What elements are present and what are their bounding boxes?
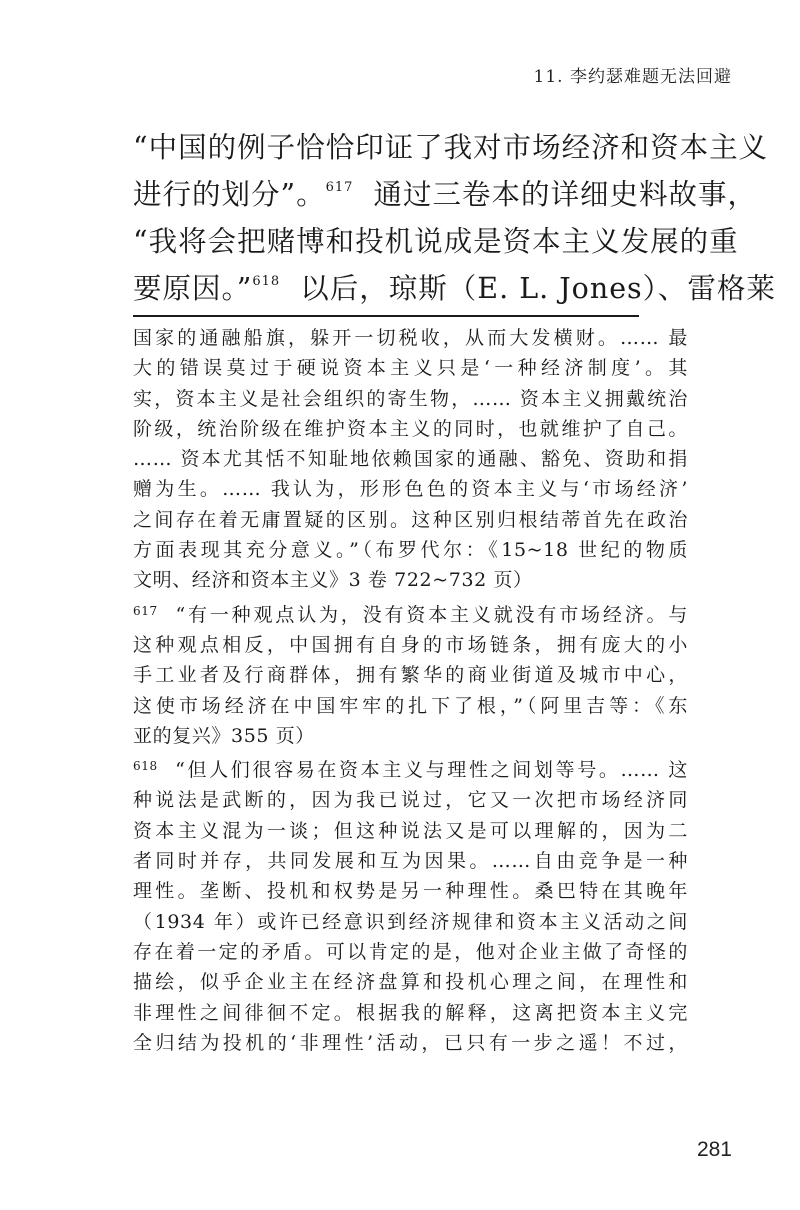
footnote-line: 大的错误莫过于硬说资本主义只是‘一种经济制度’。其 — [133, 357, 688, 380]
main-line: “我将会把赌博和投机说成是资本主义发展的重 — [133, 225, 739, 258]
footnote-mark: 617 — [133, 603, 158, 618]
footnote-ref-618[interactable]: 618 — [252, 274, 281, 289]
footnote-line: 非理性之间徘徊不定。根据我的解释，这离把资本主义完 — [133, 1001, 688, 1024]
page-number: 281 — [696, 1138, 732, 1161]
footnote-line: 之间存在着无庸置疑的区别。这种区别归根结蒂首先在政治 — [133, 508, 688, 531]
footnote-line: 实，资本主义是社会组织的寄生物，…… 资本主义拥戴统治 — [133, 387, 688, 410]
footnotes-section — [133, 323, 688, 1058]
main-line: “中国的例子恰恰印证了我对市场经济和资本主义 — [133, 131, 769, 164]
footnote-line: 描绘，似乎企业主在经济盘算和投机心理之间，在理性和 — [133, 971, 688, 994]
footnote-line — [133, 755, 688, 785]
footnote-line: 存在着一定的矛盾。可以肯定的是，他对企业主做了奇怪的 — [133, 940, 688, 963]
footnote-line: 赠为生。…… 我认为，形形色色的资本主义与‘市场经济’ — [133, 478, 688, 501]
footnote-continued — [133, 323, 688, 596]
footnote-divider — [133, 315, 639, 317]
footnote-line-text: “有一种观点认为，没有资本主义就没有市场经济。与 — [175, 603, 688, 626]
footnote-line — [133, 600, 688, 630]
footnote-617 — [133, 600, 688, 751]
footnote-line: 种说法是武断的，因为我已说过，它又一次把市场经济同 — [133, 789, 688, 812]
main-paragraph — [133, 124, 776, 312]
footnote-line: 手工业者及行商群体，拥有繁华的商业街道及城市中心， — [133, 664, 688, 687]
footnote-line-text: “但人们很容易在资本主义与理性之间划等号。…… 这 — [175, 759, 688, 782]
main-line-text: 进行的划分”。 — [133, 178, 326, 211]
footnote-line: …… 资本尤其恬不知耻地依赖国家的通融、豁免、资助和捐 — [133, 448, 688, 471]
main-line — [133, 265, 776, 312]
footnote-line: （1934 年）或许已经意识到经济规律和资本主义活动之间 — [133, 910, 688, 933]
footnote-line: 方面表现其充分意义。”（布罗代尔：《15~18 世纪的物质 — [133, 539, 688, 562]
footnote-line: 文明、经济和资本主义》3 卷 722~732 页） — [133, 569, 533, 592]
running-header: 11. 李约瑟难题无法回避 — [533, 67, 732, 87]
footnote-618 — [133, 755, 688, 1058]
footnote-line: 者同时并存，共同发展和互为因果。……自由竞争是一种 — [133, 850, 688, 873]
footnote-mark: 618 — [133, 759, 158, 774]
footnote-line: 资本主义混为一谈；但这种说法又是可以理解的，因为二 — [133, 819, 688, 842]
footnote-ref-617[interactable]: 617 — [325, 180, 354, 195]
main-line — [133, 171, 758, 218]
footnote-line: 阶级，统治阶级在维护资本主义的同时，也就维护了自己。 — [133, 417, 688, 440]
footnote-line: 全归结为投机的‘非理性’活动，已只有一步之遥！不过， — [133, 1031, 688, 1054]
main-line-text: 以后，琼斯（E. L. Jones）、雷格莱 — [300, 272, 776, 305]
main-line-text: 要原因。” — [133, 272, 253, 305]
footnote-line: 这使市场经济在中国牢牢的扎下了根，”（阿里吉等：《东 — [133, 694, 688, 717]
footnote-line: 这种观点相反，中国拥有自身的市场链条，拥有庞大的小 — [133, 633, 688, 656]
footnote-line: 国家的通融船旗，躲开一切税收，从而大发横财。…… 最 — [133, 327, 688, 349]
footnote-line: 亚的复兴》355 页） — [133, 724, 315, 747]
main-line-text: 通过三卷本的详细史料故事， — [373, 178, 758, 211]
footnote-line: 理性。垄断、投机和权势是另一种理性。桑巴特在其晚年 — [133, 880, 688, 903]
